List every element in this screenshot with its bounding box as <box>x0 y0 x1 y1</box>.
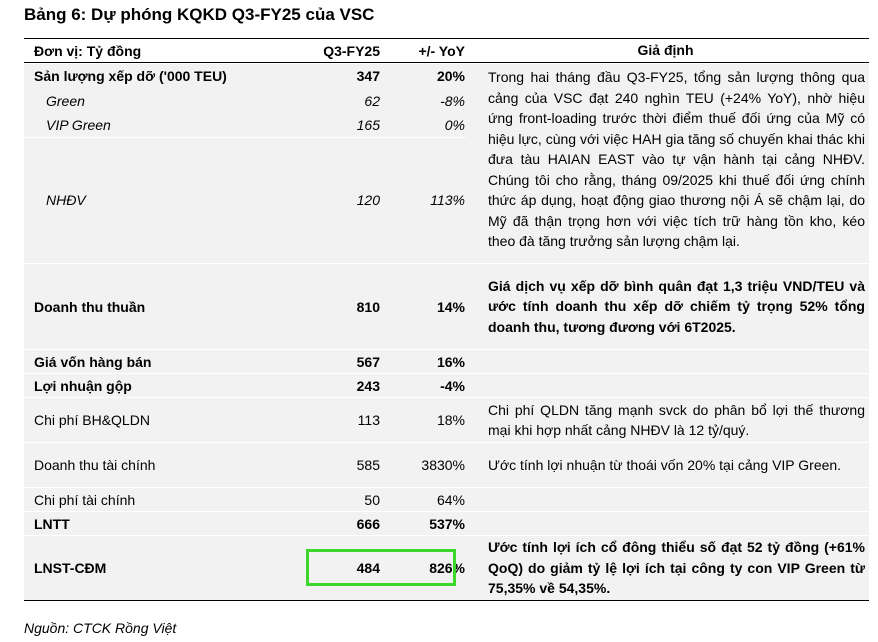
table-row <box>24 511 869 535</box>
assumption-sga: Chi phí QLDN tăng mạnh svck do phân bổ lợi thế thương mại khi hợp nhất cảng NHĐV là 12 tỷ/quý. <box>488 401 865 438</box>
row-label: LNST-CĐM <box>34 560 107 576</box>
forecast-table <box>24 38 869 601</box>
table-row <box>24 373 869 397</box>
row-value: 567 <box>356 353 380 370</box>
row-label: LNTT <box>34 515 70 532</box>
row-label: Doanh thu thuần <box>34 298 146 315</box>
table-row <box>24 487 869 511</box>
assumption-volume: Trong hai tháng đầu Q3-FY25, tổng sản lượng thông qua cảng của VSC đạt 240 nghìn TEU (+24% YoY), nhờ hiệu ứng front-loading trước thời điểm thuế đối ứng của Mỹ có hiệu lực, cùng với việc HAH gia tăng số chuyến khai thác khi đưa tàu HAIAN EAST vào tự vận hành tại cảng NHĐV. Chúng tôi cho rằng, tháng 09/2025 khi thuế đối ứng chính thức áp dụng, hoạt động giao thương nội Á sẽ chậm lại, do Mỹ đã thận trọng hơn với việc tích trữ hàng tồn kho, kéo theo đà tăng trưởng sản lượng chậm lại. <box>488 69 865 249</box>
row-yoy: 537% <box>429 515 465 532</box>
table-row <box>24 137 466 263</box>
row-label: Doanh thu tài chính <box>34 457 156 473</box>
row-label: Lợi nhuận gộp <box>34 377 132 394</box>
row-yoy: 826% <box>429 560 465 576</box>
row-value: 810 <box>356 298 380 315</box>
row-label: NHĐV <box>46 192 86 209</box>
row-value: 120 <box>356 192 380 209</box>
row-label: Chi phí BH&QLDN <box>34 412 150 428</box>
volume-block <box>24 63 869 263</box>
row-yoy: 20% <box>436 68 465 85</box>
table-row <box>24 64 466 89</box>
row-value: 243 <box>356 377 380 394</box>
source-note: Nguồn: CTCK Rồng Việt <box>24 620 177 636</box>
assumption-revenue: Giá dịch vụ xếp dỡ bình quân đạt 1,3 triệu VND/TEU và ước tính doanh thu xếp dỡ chiếm tỷ trọng 52% tổng doanh thu, tương đương với 6T2025. <box>488 277 865 335</box>
row-value: 50 <box>364 491 380 508</box>
header-yoy: +/- YoY <box>418 42 465 59</box>
row-value: 484 <box>356 560 380 576</box>
row-yoy: 16% <box>436 353 465 370</box>
row-label: Chi phí tài chính <box>34 491 136 508</box>
assumption-financial-income: Ước tính lợi nhuận từ thoái vốn 20% tại cảng VIP Green. <box>488 456 842 473</box>
row-value: 666 <box>356 515 380 532</box>
row-value: 347 <box>356 68 380 85</box>
row-yoy: 113% <box>430 192 465 209</box>
highlight-box <box>306 549 456 586</box>
assumption-npat: Ước tính lợi ích cổ đông thiểu số đạt 52 tỷ đồng (+61% QoQ) do giảm tỷ lệ lợi ích tại công ty con VIP Green từ 75,35% về 54,35%. <box>488 539 865 597</box>
row-yoy: 18% <box>436 412 465 428</box>
row-label: VIP Green <box>46 116 111 133</box>
header-period: Q3-FY25 <box>323 42 380 59</box>
row-label: Giá vốn hàng bán <box>34 353 152 370</box>
row-value: 165 <box>356 116 380 133</box>
table-title: Bảng 6: Dự phóng KQKD Q3-FY25 của VSC <box>24 5 375 24</box>
table-row <box>24 442 869 487</box>
row-yoy: -4% <box>440 377 465 394</box>
header-unit: Đơn vị: Tỷ đồng <box>34 42 142 59</box>
row-value: 62 <box>364 92 380 109</box>
table-row <box>24 349 869 373</box>
header-assumption: Giả định <box>637 42 694 59</box>
row-yoy: 14% <box>436 298 465 315</box>
table-header <box>24 38 869 63</box>
row-value: 113 <box>357 412 380 428</box>
row-yoy: 64% <box>436 491 465 508</box>
row-yoy: -8% <box>440 92 465 109</box>
table-row <box>24 113 466 137</box>
table-row <box>24 89 466 113</box>
table-row <box>24 263 869 349</box>
row-label: Green <box>46 92 85 109</box>
table-row <box>24 397 869 442</box>
row-label: Sản lượng xếp dỡ ('000 TEU) <box>34 68 227 85</box>
row-yoy: 3830% <box>421 457 465 473</box>
row-yoy: 0% <box>444 116 465 133</box>
row-value: 585 <box>356 457 380 473</box>
